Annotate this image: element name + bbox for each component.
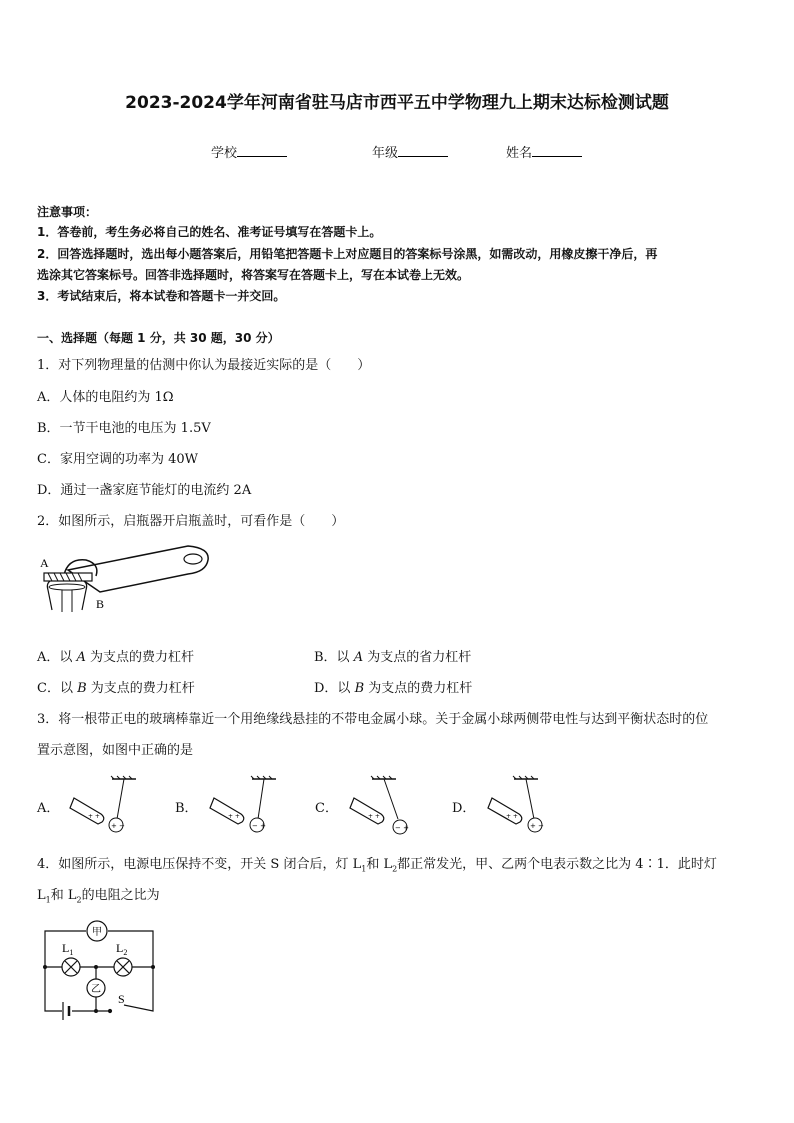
- question-3-stem-cont: 置示意图，如图中正确的是: [37, 743, 194, 758]
- question-4-stem-cont: $L_1$和 $L_2$的电阻之比为: [37, 888, 160, 905]
- q3-figure-d: [484, 776, 564, 836]
- q3-figure-a: [66, 776, 146, 836]
- svg-text:+ +: + +: [88, 813, 100, 820]
- meter-yi-label: 乙: [91, 984, 101, 995]
- grade-blank: [398, 144, 448, 157]
- question-1-stem: 1．对下列物理量的估测中你认为最接近实际的是（ ）: [37, 358, 371, 373]
- figure-label-b: B: [96, 597, 105, 611]
- circuit-diagram: [38, 916, 162, 1020]
- grade-field: [372, 142, 448, 161]
- name-blank: [532, 144, 582, 157]
- q1-option-c: C．家用空调的功率为 40W: [37, 452, 198, 467]
- q3-option-d: D．: [452, 801, 476, 816]
- notice-item: 选涂其它答案标号。回答非选择题时，将答案写在答题卡上，写在本试卷上无效。: [37, 268, 470, 282]
- q3-figure-b: [206, 776, 286, 836]
- q2-option-d: D．以 B 为支点的费力杠杆: [314, 681, 473, 696]
- q1-option-a: A．人体的电阻约为 1Ω: [37, 390, 174, 405]
- svg-text:+ +: + +: [228, 813, 240, 820]
- svg-text:+ −: + −: [530, 822, 544, 830]
- figure-label-a: A: [40, 556, 49, 570]
- q2-option-c: C．以 B 为支点的费力杠杆: [37, 681, 195, 696]
- meter-jia-label: 甲: [92, 927, 102, 938]
- question-4-stem: 4．如图所示，电源电压保持不变，开关 S 闭合后，灯 $L_1$和 $L_2$都正常发光，甲、乙两个电表示数之比为 4∶1．此时灯: [37, 857, 717, 874]
- svg-text:+ +: + +: [368, 813, 380, 820]
- notice-item: 2．回答选择题时，选出每小题答案后，用铅笔把答题卡上对应题目的答案标号涂黑，如需改动，用橡皮擦干净后，再: [37, 247, 658, 261]
- notice-item: 3．考试结束后，将本试卷和答题卡一并交回。: [37, 289, 286, 303]
- svg-text:+ +: + +: [506, 813, 518, 820]
- section-heading: 一、选择题（每题 1 分，共 30 题，30 分）: [37, 331, 280, 345]
- name-label: 姓名: [506, 146, 533, 161]
- q3-option-a: A．: [37, 801, 60, 816]
- svg-text:+ −: + −: [111, 822, 125, 830]
- q3-option-c: C．: [315, 801, 338, 816]
- grade-label: 年级: [372, 146, 399, 161]
- svg-text:− +: − +: [252, 822, 266, 830]
- lamp-l2-label: $L_2$: [116, 941, 128, 957]
- school-blank: [237, 144, 287, 157]
- notice-item: 1．答卷前，考生务必将自己的姓名、准考证号填写在答题卡上。: [37, 225, 382, 239]
- name-field: [506, 142, 582, 161]
- svg-text:− +: − +: [395, 824, 409, 832]
- question-2-stem: 2．如图所示，启瓶器开启瓶盖时，可看作是（ ）: [37, 514, 345, 529]
- q2-option-b: B．以 A 为支点的省力杠杆: [314, 650, 472, 665]
- q3-figure-c: [346, 776, 426, 836]
- notice-heading: 注意事项：: [37, 205, 98, 219]
- school-field: [211, 142, 287, 161]
- bottle-opener-figure: [38, 540, 213, 615]
- q1-option-b: B．一节干电池的电压为 1.5V: [37, 421, 211, 436]
- q2-option-a: A．以 A 为支点的费力杠杆: [37, 650, 195, 665]
- q3-option-b: B．: [175, 801, 198, 816]
- question-3-stem: 3．将一根带正电的玻璃棒靠近一个用绝缘线悬挂的不带电金属小球。关于金属小球两侧带电性与达到平衡状态时的位: [37, 712, 709, 727]
- q1-option-d: D．通过一盏家庭节能灯的电流约 2A: [37, 483, 252, 498]
- page-title: 2023-2024学年河南省驻马店市西平五中学物理九上期末达标检测试题: [125, 93, 669, 113]
- lamp-l1-label: $L_1$: [62, 941, 74, 957]
- school-label: 学校: [211, 146, 238, 161]
- switch-label: S: [118, 992, 125, 1006]
